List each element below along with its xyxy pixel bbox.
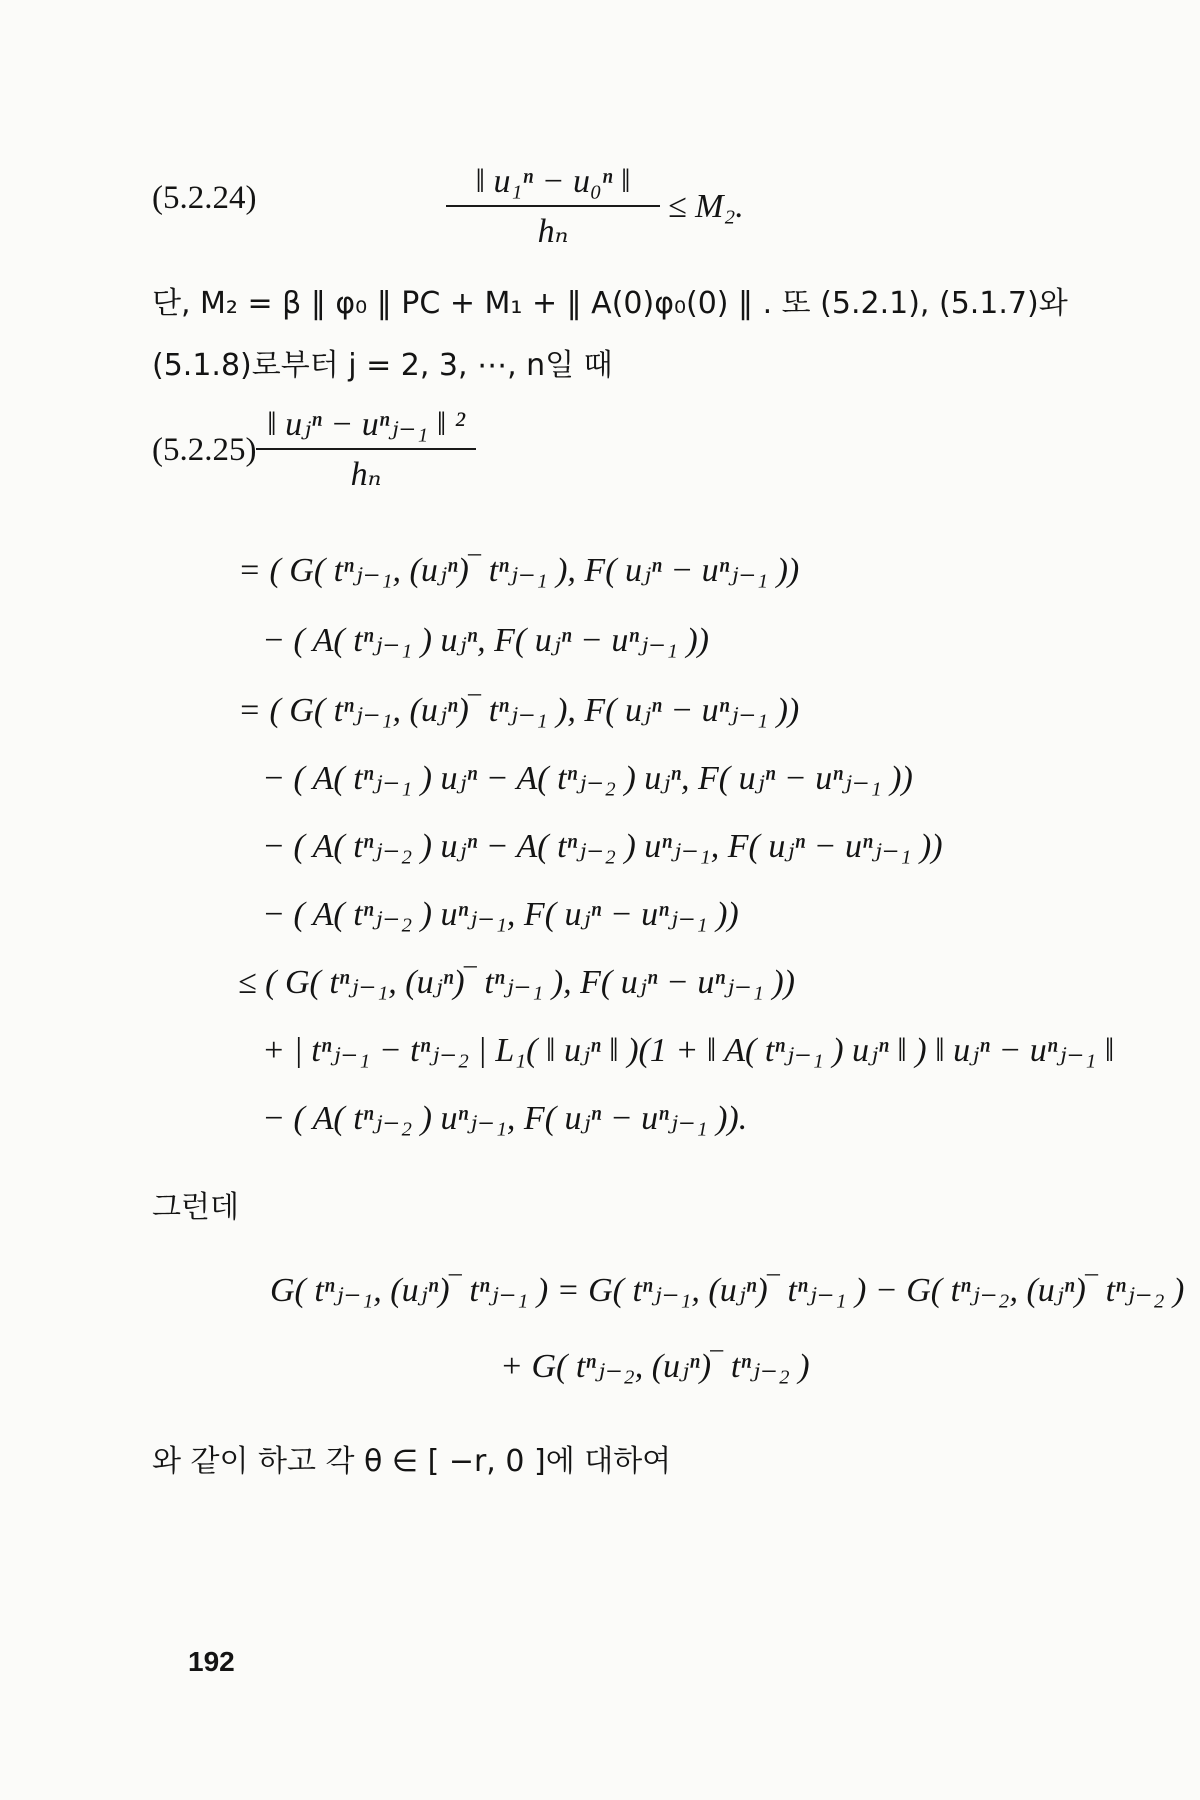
equation-line: − ( A( tⁿⱼ₋₂ ) uⁿⱼ₋₁, F( uⱼⁿ − uⁿⱼ₋₁ )) [262, 896, 739, 933]
equation-line: = ( G( tⁿⱼ₋₁, (uⱼⁿ)‾ tⁿⱼ₋₁ ), F( uⱼⁿ − uⁿⱼ₋₁ )) [238, 692, 800, 729]
equation-line: − ( A( tⁿⱼ₋₂ ) uⱼⁿ − A( tⁿⱼ₋₂ ) uⁿⱼ₋₁, F( uⱼⁿ − uⁿⱼ₋₁ )) [262, 828, 943, 865]
equation-line: − ( A( tⁿⱼ₋₁ ) uⱼⁿ, F( uⱼⁿ − uⁿⱼ₋₁ )) [262, 622, 709, 659]
equation-line: + G( tⁿⱼ₋₂, (uⱼⁿ)‾ tⁿⱼ₋₂ ) [500, 1348, 810, 1385]
fraction [256, 404, 476, 494]
page-number: 192 [188, 1646, 235, 1677]
paragraph-line: 단, M₂ = β ‖ φ₀ ‖ PC + M₁ + ‖ A(0)φ₀(0) ‖ . 또 (5.2.1), (5.1.7)와 [152, 286, 1068, 321]
equation-line: + | tⁿⱼ₋₁ − tⁿⱼ₋₂ | L₁( ‖ uⱼⁿ ‖ )(1 + ‖ A( tⁿⱼ₋₁ ) uⱼⁿ ‖ ) ‖ uⱼⁿ − uⁿⱼ₋₁ ‖ [262, 1032, 1115, 1069]
equation-number: (5.2.25) [152, 432, 257, 468]
equation-line: = ( G( tⁿⱼ₋₁, (uⱼⁿ)‾ tⁿⱼ₋₁ ), F( uⱼⁿ − uⁿⱼ₋₁ )) [238, 552, 800, 589]
fraction-numerator: ‖ uⱼⁿ − uⁿⱼ₋₁ ‖ ² [267, 406, 465, 443]
inequality-rhs: ≤ M₂. [668, 188, 744, 225]
paragraph-line: 와 같이 하고 각 θ ∈ [ −r, 0 ]에 대하여 [152, 1444, 672, 1479]
equation-line: − ( A( tⁿⱼ₋₂ ) uⁿⱼ₋₁, F( uⱼⁿ − uⁿⱼ₋₁ )). [262, 1100, 748, 1137]
fraction-denominator: hₙ [350, 456, 382, 493]
fraction-denominator: hₙ [537, 213, 569, 250]
fraction [446, 163, 660, 251]
paragraph-line: 그런데 [152, 1190, 239, 1225]
equation-line: − ( A( tⁿⱼ₋₁ ) uⱼⁿ − A( tⁿⱼ₋₂ ) uⱼⁿ, F( uⱼⁿ − uⁿⱼ₋₁ )) [262, 760, 913, 797]
fraction-numerator: ‖ u₁ⁿ − u₀ⁿ ‖ [475, 163, 631, 200]
equation-line: ≤ ( G( tⁿⱼ₋₁, (uⱼⁿ)‾ tⁿⱼ₋₁ ), F( uⱼⁿ − uⁿⱼ₋₁ )) [238, 964, 795, 1001]
fraction-bar [446, 205, 660, 207]
paragraph-line: (5.1.8)로부터 j = 2, 3, ⋯, n일 때 [152, 348, 613, 383]
equation-number: (5.2.24) [152, 180, 257, 216]
equation-line: G( tⁿⱼ₋₁, (uⱼⁿ)‾ tⁿⱼ₋₁ ) = G( tⁿⱼ₋₁, (uⱼⁿ)‾ tⁿⱼ₋₁ ) − G( tⁿⱼ₋₂, (uⱼⁿ)‾ tⁿⱼ₋₂ ) [270, 1272, 1185, 1309]
fraction-bar [256, 448, 476, 450]
